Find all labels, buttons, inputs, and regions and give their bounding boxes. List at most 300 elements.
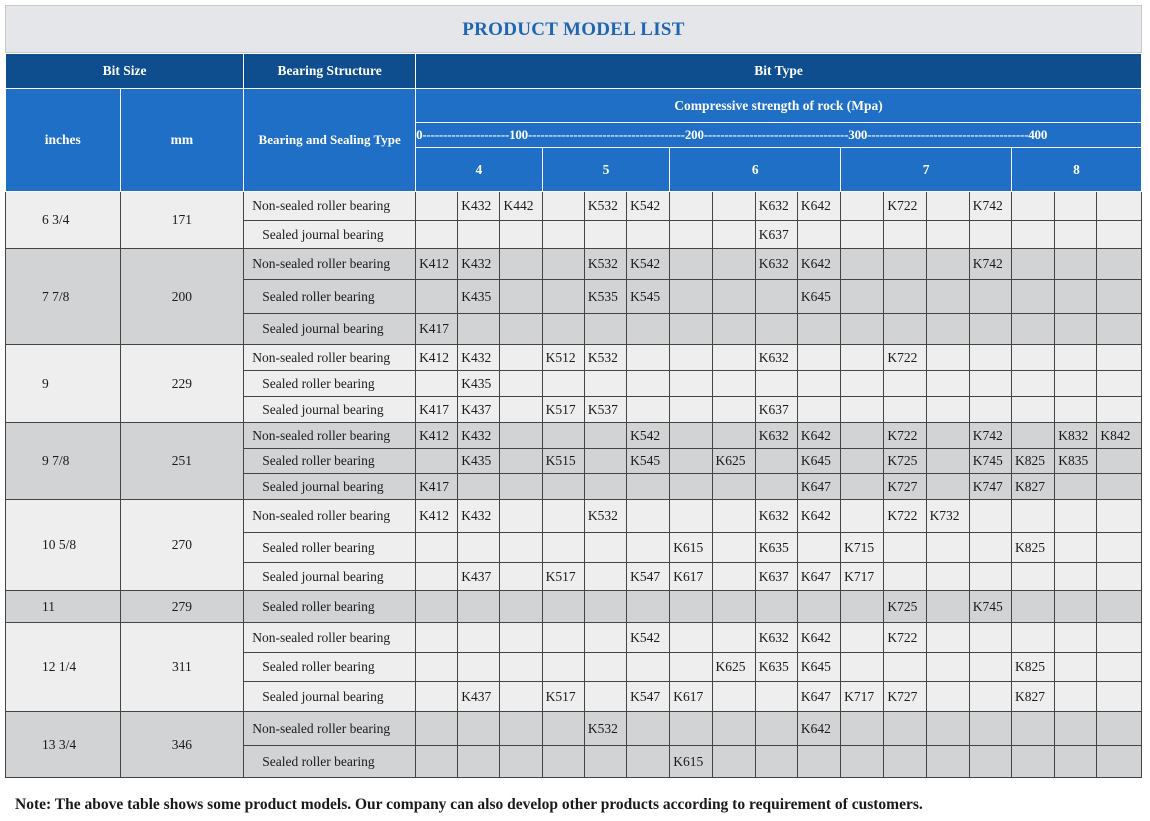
series-6: 6	[670, 148, 841, 192]
model-cell	[926, 591, 969, 623]
model-cell	[1011, 221, 1054, 249]
model-cell: K437	[458, 563, 500, 591]
model-cell: K642	[797, 249, 840, 280]
model-cell: K432	[458, 192, 500, 221]
model-cell	[755, 474, 797, 500]
model-cell	[584, 623, 626, 653]
model-cell: K542	[627, 249, 670, 280]
model-cell	[1097, 591, 1142, 623]
bearing-type: Sealed journal bearing	[244, 314, 416, 345]
model-cell: K642	[797, 423, 840, 449]
model-cell	[797, 591, 840, 623]
model-cell: K647	[797, 474, 840, 500]
model-cell	[584, 563, 626, 591]
model-cell	[926, 249, 969, 280]
model-cell	[926, 221, 969, 249]
model-cell	[755, 449, 797, 474]
model-cell: K642	[797, 500, 840, 533]
model-cell	[458, 221, 500, 249]
model-cell	[542, 500, 584, 533]
mm-header: mm	[120, 89, 244, 192]
model-cell	[1055, 221, 1097, 249]
model-cell: K545	[627, 449, 670, 474]
model-cell	[1097, 653, 1142, 682]
model-cell	[969, 712, 1011, 746]
bearing-type: Non-sealed roller bearing	[244, 423, 416, 449]
model-cell	[500, 623, 542, 653]
model-cell	[841, 314, 884, 345]
bit-size-inches: 13 3/4	[6, 712, 121, 778]
model-cell	[797, 221, 840, 249]
model-cell	[755, 314, 797, 345]
model-cell: K437	[458, 397, 500, 423]
model-cell	[1011, 563, 1054, 591]
model-cell	[1055, 371, 1097, 397]
model-cell	[926, 746, 969, 778]
model-cell	[841, 192, 884, 221]
series-4: 4	[416, 148, 543, 192]
bit-size-mm: 279	[120, 591, 244, 623]
model-cell	[841, 746, 884, 778]
model-cell	[500, 712, 542, 746]
model-cell: K632	[755, 500, 797, 533]
model-cell	[458, 474, 500, 500]
model-cell	[841, 280, 884, 314]
series-5: 5	[542, 148, 670, 192]
model-cell	[884, 249, 926, 280]
model-cell	[1055, 345, 1097, 371]
model-cell	[1097, 280, 1142, 314]
bearing-type: Sealed roller bearing	[244, 280, 416, 314]
bearing-type: Non-sealed roller bearing	[244, 623, 416, 653]
model-cell	[969, 280, 1011, 314]
model-cell: K722	[884, 500, 926, 533]
model-cell	[712, 623, 755, 653]
model-cell	[841, 221, 884, 249]
model-cell	[627, 712, 670, 746]
model-cell	[1097, 500, 1142, 533]
model-cell: K722	[884, 623, 926, 653]
model-cell: K827	[1011, 474, 1054, 500]
bit-size-mm: 171	[120, 192, 244, 249]
bit-size-mm: 251	[120, 423, 244, 500]
model-cell	[1011, 500, 1054, 533]
model-cell	[1055, 249, 1097, 280]
model-cell	[1055, 623, 1097, 653]
model-cell	[1055, 682, 1097, 712]
model-cell	[841, 591, 884, 623]
model-cell	[1055, 746, 1097, 778]
model-cell	[797, 397, 840, 423]
model-cell	[542, 623, 584, 653]
model-cell: K432	[458, 500, 500, 533]
model-cell	[1011, 712, 1054, 746]
model-cell	[584, 449, 626, 474]
model-cell	[755, 280, 797, 314]
table-row	[6, 591, 1142, 623]
model-cell: K832	[1055, 423, 1097, 449]
bearing-type: Non-sealed roller bearing	[244, 249, 416, 280]
model-cell	[1055, 533, 1097, 563]
model-cell: K637	[755, 563, 797, 591]
model-cell	[627, 314, 670, 345]
model-cell	[969, 221, 1011, 249]
model-cell: K412	[416, 249, 458, 280]
model-cell	[884, 533, 926, 563]
model-cell	[1097, 474, 1142, 500]
model-cell	[584, 474, 626, 500]
model-cell	[969, 682, 1011, 712]
table-row	[6, 192, 1142, 221]
bit-size-inches: 9	[6, 345, 121, 423]
model-cell	[926, 345, 969, 371]
model-cell	[926, 449, 969, 474]
model-cell	[712, 423, 755, 449]
model-cell	[542, 249, 584, 280]
model-cell: K532	[584, 192, 626, 221]
model-cell	[670, 345, 712, 371]
model-cell	[884, 280, 926, 314]
model-cell	[712, 192, 755, 221]
model-cell	[670, 500, 712, 533]
model-cell	[884, 653, 926, 682]
model-cell: K835	[1055, 449, 1097, 474]
model-cell	[841, 474, 884, 500]
model-cell	[755, 591, 797, 623]
bearing-type: Sealed journal bearing	[244, 474, 416, 500]
footnote: Note: The above table shows some product models. Our company can also develop other products according to requirement of customers.	[15, 796, 923, 813]
series-8: 8	[1011, 148, 1141, 192]
model-cell	[841, 623, 884, 653]
model-cell	[1011, 371, 1054, 397]
model-cell: K625	[712, 653, 755, 682]
model-cell: K512	[542, 345, 584, 371]
model-cell	[1055, 280, 1097, 314]
model-cell: K412	[416, 345, 458, 371]
model-cell	[712, 474, 755, 500]
model-cell	[670, 192, 712, 221]
model-cell	[458, 591, 500, 623]
model-cell	[841, 423, 884, 449]
model-cell	[1055, 563, 1097, 591]
model-cell: K632	[755, 345, 797, 371]
model-cell	[712, 371, 755, 397]
model-cell: K412	[416, 423, 458, 449]
model-cell	[841, 397, 884, 423]
bearing-type: Sealed roller bearing	[244, 449, 416, 474]
bit-size-inches: 10 5/8	[6, 500, 121, 591]
model-cell	[500, 474, 542, 500]
product-model-table	[5, 53, 1142, 778]
model-cell	[542, 221, 584, 249]
bit-size-mm: 346	[120, 712, 244, 778]
model-cell	[797, 345, 840, 371]
bearing-type: Non-sealed roller bearing	[244, 192, 416, 221]
model-cell: K722	[884, 423, 926, 449]
bearing-type: Sealed roller bearing	[244, 371, 416, 397]
model-cell	[1097, 712, 1142, 746]
model-cell	[1011, 345, 1054, 371]
model-cell	[458, 746, 500, 778]
model-cell: K645	[797, 653, 840, 682]
model-cell: K515	[542, 449, 584, 474]
model-cell	[542, 653, 584, 682]
model-cell: K535	[584, 280, 626, 314]
model-cell	[1097, 192, 1142, 221]
bearing-type: Non-sealed roller bearing	[244, 345, 416, 371]
model-cell	[841, 371, 884, 397]
model-cell	[755, 746, 797, 778]
model-cell	[712, 397, 755, 423]
model-cell	[926, 682, 969, 712]
model-cell	[841, 449, 884, 474]
model-cell: K722	[884, 192, 926, 221]
bearing-type: Sealed journal bearing	[244, 221, 416, 249]
model-cell	[841, 712, 884, 746]
model-cell	[627, 591, 670, 623]
model-cell	[1097, 533, 1142, 563]
model-cell	[670, 712, 712, 746]
model-cell	[584, 221, 626, 249]
model-cell	[670, 623, 712, 653]
model-cell	[670, 423, 712, 449]
model-cell	[926, 314, 969, 345]
bearing-type: Sealed roller bearing	[244, 591, 416, 623]
model-cell: K742	[969, 192, 1011, 221]
model-cell	[627, 221, 670, 249]
bit-size-inches: 12 1/4	[6, 623, 121, 712]
model-cell: K532	[584, 249, 626, 280]
model-cell	[584, 533, 626, 563]
model-cell	[797, 371, 840, 397]
model-cell	[969, 653, 1011, 682]
model-cell	[712, 345, 755, 371]
model-cell: K542	[627, 423, 670, 449]
model-cell: K432	[458, 249, 500, 280]
bearing-type: Sealed journal bearing	[244, 563, 416, 591]
model-cell	[500, 423, 542, 449]
model-cell	[926, 280, 969, 314]
model-cell	[500, 221, 542, 249]
model-cell: K617	[670, 682, 712, 712]
model-cell	[670, 449, 712, 474]
model-cell: K547	[627, 563, 670, 591]
model-cell	[755, 682, 797, 712]
bit-size-mm: 270	[120, 500, 244, 591]
model-cell	[969, 533, 1011, 563]
model-cell	[797, 746, 840, 778]
header-row-1	[6, 54, 1142, 89]
model-cell: K617	[670, 563, 712, 591]
table-row	[6, 712, 1142, 746]
model-cell	[458, 653, 500, 682]
model-cell	[926, 533, 969, 563]
inches-header: inches	[6, 89, 121, 192]
model-cell	[926, 563, 969, 591]
model-cell: K647	[797, 682, 840, 712]
model-cell	[542, 746, 584, 778]
model-cell	[712, 563, 755, 591]
model-cell: K532	[584, 500, 626, 533]
model-cell	[416, 280, 458, 314]
model-cell: K825	[1011, 653, 1054, 682]
model-cell	[670, 653, 712, 682]
bearing-type: Non-sealed roller bearing	[244, 500, 416, 533]
model-cell: K615	[670, 746, 712, 778]
model-cell	[500, 280, 542, 314]
model-cell	[542, 192, 584, 221]
table-row	[6, 423, 1142, 449]
model-cell: K732	[926, 500, 969, 533]
model-cell	[712, 533, 755, 563]
model-cell	[1011, 249, 1054, 280]
model-cell	[1097, 371, 1142, 397]
model-cell	[884, 563, 926, 591]
model-cell	[1097, 397, 1142, 423]
model-cell	[500, 653, 542, 682]
table-row	[6, 249, 1142, 280]
model-cell: K727	[884, 474, 926, 500]
model-cell: K435	[458, 280, 500, 314]
model-cell	[542, 712, 584, 746]
model-cell: K742	[969, 423, 1011, 449]
strength-scale: 0---------------------100--------------------------------------200-----------------------------------300---------------------------------------400	[416, 123, 1142, 148]
model-cell	[884, 397, 926, 423]
model-cell	[416, 563, 458, 591]
model-cell	[1055, 397, 1097, 423]
model-cell	[416, 192, 458, 221]
model-cell	[1055, 474, 1097, 500]
model-cell	[542, 423, 584, 449]
model-cell	[841, 345, 884, 371]
model-cell: K645	[797, 449, 840, 474]
model-cell: K645	[797, 280, 840, 314]
model-cell	[458, 712, 500, 746]
model-cell	[1055, 500, 1097, 533]
model-cell: K517	[542, 397, 584, 423]
model-cell	[926, 423, 969, 449]
model-cell	[969, 345, 1011, 371]
model-cell	[627, 746, 670, 778]
bearing-structure-header: Bearing Structure	[244, 54, 416, 89]
model-cell	[926, 192, 969, 221]
model-cell: K715	[841, 533, 884, 563]
model-cell: K632	[755, 623, 797, 653]
model-cell: K637	[755, 397, 797, 423]
model-cell	[670, 397, 712, 423]
model-cell	[926, 623, 969, 653]
model-cell	[500, 345, 542, 371]
model-cell	[542, 591, 584, 623]
model-cell	[969, 623, 1011, 653]
model-cell	[627, 474, 670, 500]
model-cell	[1097, 449, 1142, 474]
model-cell: K442	[500, 192, 542, 221]
model-cell	[458, 314, 500, 345]
model-cell: K417	[416, 474, 458, 500]
series-7: 7	[841, 148, 1012, 192]
model-cell: K722	[884, 345, 926, 371]
model-cell	[1097, 623, 1142, 653]
model-cell	[712, 314, 755, 345]
model-cell	[884, 746, 926, 778]
model-cell	[584, 591, 626, 623]
bearing-type: Sealed journal bearing	[244, 682, 416, 712]
model-cell	[500, 746, 542, 778]
model-cell	[627, 533, 670, 563]
model-cell	[416, 653, 458, 682]
model-cell: K615	[670, 533, 712, 563]
model-cell	[416, 682, 458, 712]
model-cell	[1097, 682, 1142, 712]
model-cell: K437	[458, 682, 500, 712]
model-cell: K742	[969, 249, 1011, 280]
model-cell	[969, 746, 1011, 778]
model-cell	[584, 314, 626, 345]
model-cell	[1011, 591, 1054, 623]
model-cell	[1097, 746, 1142, 778]
bit-size-inches: 9 7/8	[6, 423, 121, 500]
model-cell: K635	[755, 653, 797, 682]
model-cell	[926, 371, 969, 397]
table-row	[6, 345, 1142, 371]
model-cell	[841, 500, 884, 533]
model-cell	[500, 563, 542, 591]
model-cell: K435	[458, 371, 500, 397]
model-cell	[1055, 653, 1097, 682]
model-cell	[884, 221, 926, 249]
model-cell	[416, 623, 458, 653]
model-cell: K642	[797, 192, 840, 221]
bit-type-header: Bit Type	[416, 54, 1142, 89]
model-cell	[584, 371, 626, 397]
model-cell: K635	[755, 533, 797, 563]
model-cell	[542, 314, 584, 345]
model-cell	[1097, 314, 1142, 345]
bearing-type: Non-sealed roller bearing	[244, 712, 416, 746]
model-cell	[670, 221, 712, 249]
model-cell	[416, 712, 458, 746]
model-cell: K432	[458, 345, 500, 371]
model-cell: K825	[1011, 449, 1054, 474]
model-cell	[416, 221, 458, 249]
model-cell	[500, 249, 542, 280]
model-cell	[458, 623, 500, 653]
model-cell	[712, 712, 755, 746]
model-cell	[500, 449, 542, 474]
model-cell	[926, 397, 969, 423]
model-cell	[500, 314, 542, 345]
model-cell	[416, 533, 458, 563]
model-cell	[969, 371, 1011, 397]
model-cell	[1097, 221, 1142, 249]
bearing-sealing-type-header: Bearing and Sealing Type	[244, 89, 416, 192]
model-cell	[797, 533, 840, 563]
model-cell	[670, 249, 712, 280]
model-cell	[627, 397, 670, 423]
model-cell	[712, 221, 755, 249]
model-cell	[1011, 623, 1054, 653]
model-cell	[969, 397, 1011, 423]
model-cell	[627, 500, 670, 533]
model-cell	[670, 280, 712, 314]
model-cell: K632	[755, 192, 797, 221]
bit-size-mm: 200	[120, 249, 244, 345]
model-cell	[969, 314, 1011, 345]
model-cell	[755, 712, 797, 746]
model-cell	[670, 474, 712, 500]
model-cell: K647	[797, 563, 840, 591]
